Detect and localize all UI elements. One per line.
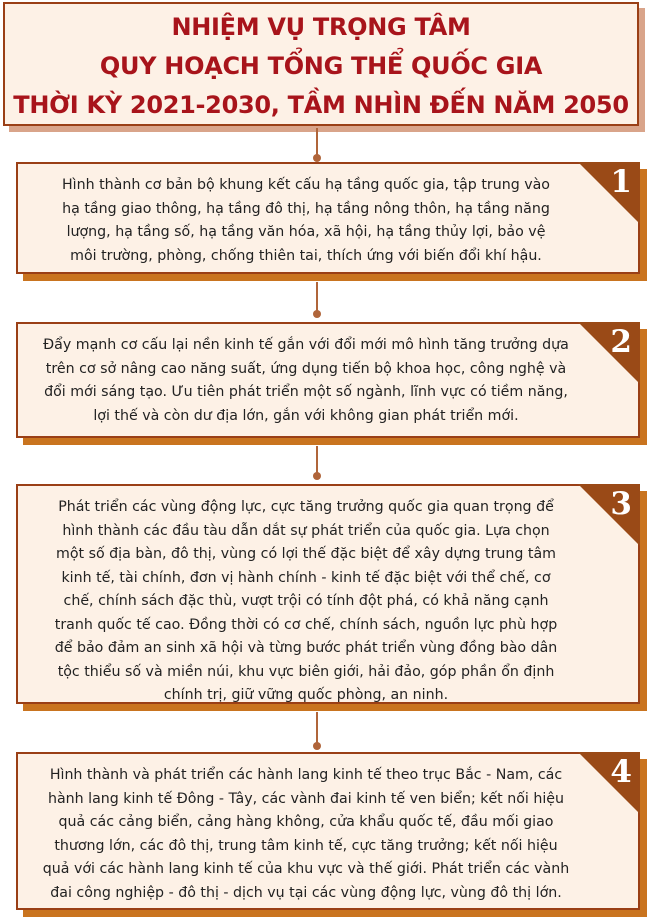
task-line: Đẩy mạnh cơ cấu lại nền kinh tế gắn với đổi mới mô hình tăng trưởng dựa: [43, 337, 569, 353]
title-box: [3, 2, 639, 126]
task-line: đổi mới sáng tạo. Ưu tiên phát triển một số ngành, lĩnh vực có tiềm năng,: [44, 384, 568, 400]
task-line: hình thành các đầu tàu dẫn dắt sự phát triển của quốc gia. Lựa chọn: [62, 522, 550, 539]
task-line: chính trị, giữ vững quốc phòng, an ninh.: [163, 687, 449, 703]
task-line: để bảo đảm an sinh xã hội và từng bước phát triển vùng đồng bào dân: [54, 640, 558, 656]
title-line-1: NHIỆM VỤ TRỌNG TÂM: [171, 13, 471, 41]
task-line: tranh quốc tế cao. Đồng thời có cơ chế, chính sách, nguồn lực phù hợp: [54, 616, 558, 633]
number-corner: [578, 162, 640, 224]
task-line: quả các cảng biển, cảng hàng không, cửa khẩu quốc tế, đầu mối giao: [58, 814, 554, 830]
task-card-4: [16, 752, 640, 910]
task-text-4: [22, 764, 590, 905]
task-line: thương lớn, các đô thị, trung tâm kinh tế, cực tăng trưởng; kết nối hiệu: [54, 837, 558, 854]
task-card-1: [16, 162, 640, 274]
task-number-1: 1: [610, 164, 632, 200]
task-line: hạ tầng giao thông, hạ tầng đô thị, hạ tầng nông thôn, hạ tầng năng: [62, 200, 550, 217]
task-text-2: [22, 334, 590, 428]
task-line: tộc thiểu số và miền núi, khu vực biên giới, hải đảo, góp phần ổn định: [57, 663, 555, 680]
connector-dot: [313, 310, 321, 318]
task-line: một số địa bàn, đô thị, vùng có lợi thế đặc biệt để xây dựng trung tâm: [56, 546, 556, 562]
task-line: chế, chính sách đặc thù, vượt trội có tính đột phá, có khả năng cạnh: [63, 593, 549, 609]
task-number-3: 3: [610, 486, 632, 522]
connector-dot: [313, 472, 321, 480]
task-card-3: [16, 484, 640, 704]
connector-line: [316, 712, 318, 746]
task-line: lợi thế và còn dư địa lớn, gắn với không gian phát triển mới.: [93, 407, 519, 424]
task-card-2: [16, 322, 640, 438]
task-line: hành lang kinh tế Đông - Tây, các vành đai kinh tế ven biển; kết nối hiệu: [47, 790, 565, 807]
task-line: đai công nghiệp - đô thị - dịch vụ tại các vùng động lực, vùng đô thị lớn.: [50, 884, 562, 901]
title-line-3: THỜI KỲ 2021-2030, TẦM NHÌN ĐẾN NĂM 2050: [13, 91, 629, 119]
number-corner: [578, 322, 640, 384]
task-text-3: [22, 496, 590, 708]
task-line: môi trường, phòng, chống thiên tai, thích ứng với biến đổi khí hậu.: [70, 247, 542, 264]
task-line: Phát triển các vùng động lực, cực tăng trưởng quốc gia quan trọng để: [58, 499, 554, 515]
task-line: quả với các hành lang kinh tế của khu vực và thế giới. Phát triển các vành: [42, 861, 570, 877]
title-line-2: QUY HOẠCH TỔNG THỂ QUỐC GIA: [99, 52, 543, 80]
task-number-2: 2: [610, 324, 632, 360]
task-line: Hình thành cơ bản bộ khung kết cấu hạ tầng quốc gia, tập trung vào: [61, 177, 550, 193]
task-line: trên cơ sở nâng cao năng suất, ứng dụng tiến bộ khoa học, công nghệ và: [45, 360, 567, 377]
number-corner: [578, 484, 640, 546]
task-line: lượng, hạ tầng số, hạ tầng văn hóa, xã hội, hạ tầng thủy lợi, bảo vệ: [66, 224, 546, 240]
task-line: kinh tế, tài chính, đơn vị hành chính - kinh tế đặc biệt với thể chế, cơ: [61, 569, 551, 586]
task-number-4: 4: [610, 754, 632, 790]
number-corner: [578, 752, 640, 814]
task-line: Hình thành và phát triển các hành lang kinh tế theo trục Bắc - Nam, các: [49, 767, 563, 783]
connector-dot: [313, 154, 321, 162]
task-text-1: [26, 174, 586, 268]
connector-dot: [313, 742, 321, 750]
